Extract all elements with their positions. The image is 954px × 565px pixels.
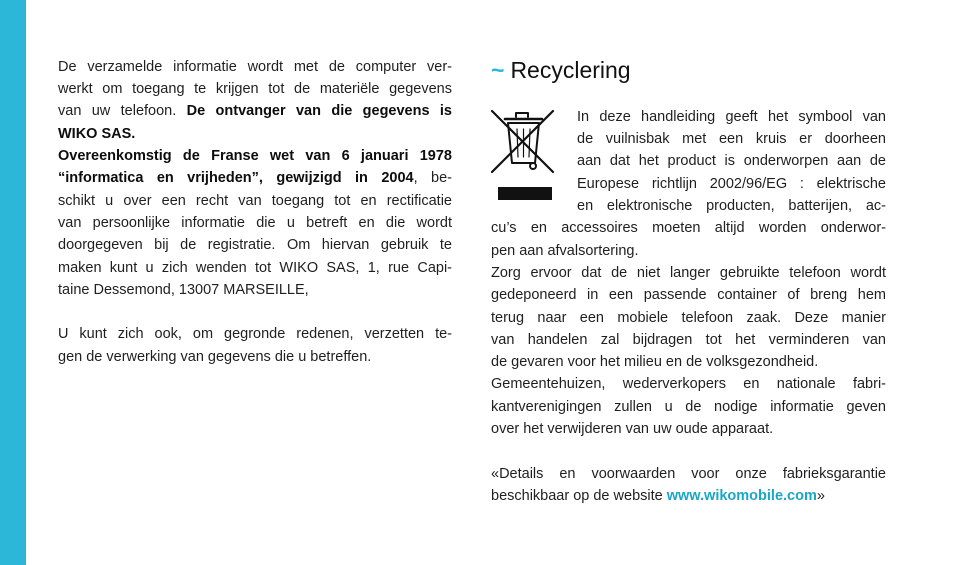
text-line: terug naar een mobiele telefoon zaak. Deze manier	[491, 309, 886, 326]
emphasized-text: “informatica en vrijheden”, gewijzigd in 2004	[58, 170, 414, 187]
bin-wheel	[530, 163, 536, 169]
text-line: maken kunt u zich wenden tot WIKO SAS, 1, rue Capi-	[58, 259, 452, 276]
text-line: de gevaren voor het milieu en de volksgezondheid.	[491, 354, 819, 371]
emphasized-text-line: Overeenkomstig de Franse wet van 6 januari 1978	[58, 148, 452, 165]
heading-tilde-mark: ~	[491, 57, 505, 83]
bin-lid-handle	[516, 113, 528, 117]
text-line: In deze handleiding geeft het symbool van	[577, 108, 886, 125]
website-link[interactable]: www.wikomobile.com	[666, 487, 817, 504]
text-line: van persoonlijke informatie die u betreft en die wordt	[58, 214, 452, 231]
text-line: taine Dessemond, 13007 MARSEILLE,	[58, 281, 309, 298]
accent-side-bar	[0, 0, 26, 565]
text-line: De verzamelde informatie wordt met de computer ver-	[58, 58, 452, 75]
text-line: Zorg ervoor dat de niet langer gebruikte telefoon wordt	[491, 264, 886, 281]
text-line: aan dat het product is onderworpen aan de	[577, 153, 886, 170]
text-line: «Details en voorwaarden voor onze fabrieksgarantie	[491, 465, 886, 482]
text-line: pen aan afvalsortering.	[491, 242, 639, 259]
text-line: U kunt zich ook, om gegronde redenen, verzetten te-	[58, 326, 452, 343]
text-line: doorgegeven bij de registratie. Om hiervan gebruik te	[58, 237, 452, 254]
text-line: Gemeentehuizen, wederverkopers en nationale fabri-	[491, 376, 886, 393]
bin-rib	[517, 129, 518, 157]
paragraph-gap	[58, 301, 452, 323]
text-line: de vuilnisbak met een kruis er doorheen	[577, 131, 886, 148]
text-line: gen de verwerking van gegevens die u betreffen.	[58, 348, 372, 365]
text-segment: »	[816, 487, 825, 504]
text-line: over het verwijderen van uw oude apparaat.	[491, 421, 774, 438]
text-segment: , be-	[413, 170, 453, 187]
text-segment: van uw telefoon.	[58, 103, 177, 120]
text-line	[58, 100, 452, 122]
separate-collection-bar	[498, 187, 552, 200]
privacy-text-column	[58, 56, 452, 368]
text-line: cu’s en accessoires moeten altijd worden onderwor-	[491, 220, 886, 237]
text-line: en elektronische producten, batterijen, ac-	[577, 198, 886, 215]
text-line	[491, 485, 886, 507]
section-heading	[491, 55, 631, 85]
text-line: kantverenigingen zullen u de nodige informatie geven	[491, 398, 886, 415]
text-line	[58, 167, 452, 189]
emphasized-text-line: WIKO SAS.	[58, 125, 136, 142]
text-line: werkt om toegang te krijgen tot de materiële gegevens	[58, 81, 452, 98]
text-segment: beschikbaar op de website	[491, 487, 663, 504]
recycling-intro-text	[577, 106, 886, 217]
recycling-body-text	[491, 217, 886, 507]
text-line: schikt u over een recht van toegang tot en rectificatie	[58, 192, 452, 209]
text-line: van handelen zal bijdragen tot het verminderen van	[491, 331, 886, 348]
text-line: gedeponeerd in een passende container of breng hem	[491, 287, 886, 304]
paragraph-gap	[491, 440, 886, 462]
crossed-out-wheelie-bin-icon	[488, 108, 556, 204]
text-line: Europese richtlijn 2002/96/EG : elektrische	[577, 175, 886, 192]
emphasized-text: De ontvanger van die gegevens is	[186, 103, 452, 120]
section-title: Recyclering	[510, 57, 631, 83]
